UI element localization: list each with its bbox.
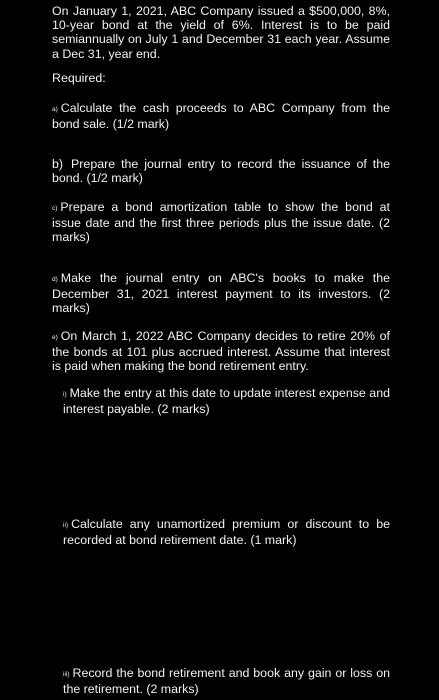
subquestion-text: Record the bond retirement and book any gain or loss on the retirement. (2 marks) [63,666,390,697]
problem-statement: On January 1, 2021, ABC Company issued a $500,000, 8%, 10-year bond at the yield of 6%. Interest is to be paid semiannually on July 1 and December 31 each year. Assume a Dec 31, year end. [52,4,390,61]
subquestion-marker: i) [63,391,67,398]
question-text: Calculate the cash proceeds to ABC Company from the bond sale. (1/2 mark) [52,101,390,132]
question-text: On March 1, 2022 ABC Company decides to retire 20% of the bonds at 101 plus accrued interest. Assume that interest is paid when making the bond retirement entry. [52,329,390,374]
question-a [52,101,390,131]
question-e [52,329,390,374]
question-text: Prepare the journal entry to record the issuance of the bond. (1/2 mark) [52,157,390,186]
subquestion-ii [63,517,390,547]
subquestion-text: Calculate any unamortized premium or discount to be recorded at bond retirement date. (1 mark) [63,517,390,548]
required-heading: Required: [52,71,106,85]
question-marker: d) [52,276,58,283]
subquestion-i [63,386,390,416]
question-marker: a) [52,106,58,113]
question-marker: b) [52,157,64,171]
question-d [52,271,390,316]
question-text: Make the journal entry on ABC's books to make the December 31, 2021 interest payment to its investors. (2 marks) [52,271,390,316]
question-marker: e) [52,334,58,341]
question-b [52,157,390,185]
subquestion-marker: ii) [63,522,69,529]
question-text: Prepare a bond amortization table to show the bond at issue date and the first three periods plus the issue date. (2 marks) [52,200,390,245]
subquestion-marker: iii) [63,671,70,678]
question-c [52,200,390,245]
question-marker: c) [52,205,58,212]
subquestion-text: Make the entry at this date to update interest expense and interest payable. (2 marks) [63,386,390,417]
subquestion-iii [63,666,390,696]
